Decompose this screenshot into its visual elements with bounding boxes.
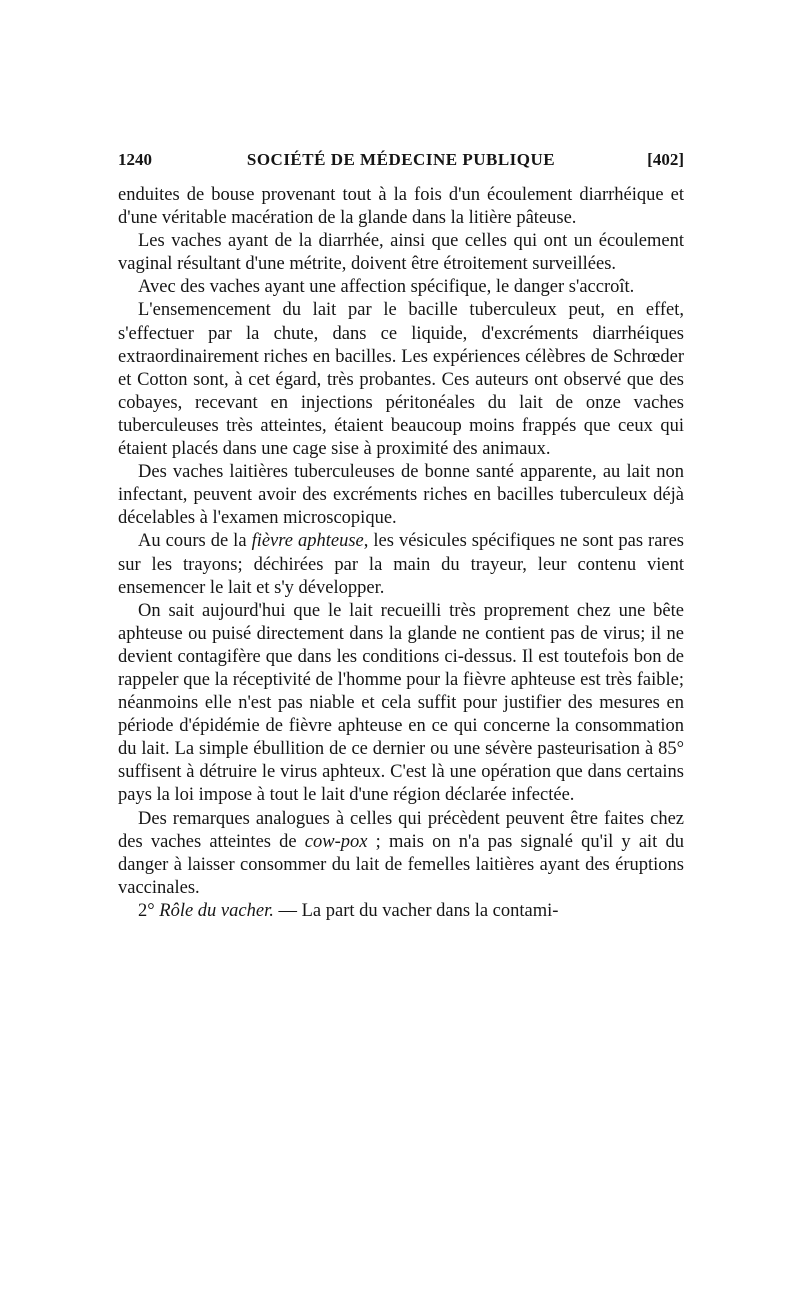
paragraph: Des vaches laitières tuberculeuses de bonne santé apparente, au lait non infectant, peuvent avoir des excréments riches en bacilles tuberculeux déjà décelables à l'examen microscopique.: [118, 462, 684, 529]
paragraph-text: Au cours de la: [138, 531, 252, 552]
paragraph: [118, 808, 684, 900]
paragraph-text: — La part du vacher dans la contami-: [273, 900, 559, 921]
paragraph-text: , les vésicules spécifiques ne sont pas rares sur les trayons; déchirées par la main du trayeur, leur contenu vient ensemencer le lait et s'y développer.: [118, 531, 684, 598]
paragraph: enduites de bouse provenant tout à la fois d'un écoulement diarrhéique et d'une véritable macération de la glande dans la litière pâteuse.: [118, 185, 684, 229]
paragraph-text: Des remarques analogues à celles qui précèdent peuvent être faites chez des vaches atteintes de: [118, 808, 684, 852]
italic-term: fièvre aphteuse: [251, 531, 364, 552]
body-text: [118, 184, 684, 923]
paragraph: L'ensemencement du lait par le bacille tuberculeux peut, en effet, s'effectuer par la chute, dans ce liquide, d'excréments diarrhéiques extraordinairement riches en bacilles. Les expériences célèbres de Schrœder et Cotton sont, à cet égard, très probantes. Ces auteurs ont observé que des cobayes, recevant en injections péritonéales du lait de onze vaches tuberculeuses très atteintes, étaient beaucoup moins frappés que ceux qui étaient placés dans une cage sise à proximité des animaux.: [118, 300, 684, 460]
paragraph: [118, 900, 684, 923]
italic-term: cow-pox: [304, 831, 368, 852]
running-header: [118, 150, 684, 174]
page-number-left: 1240: [118, 150, 152, 169]
paragraph: Les vaches ayant de la diarrhée, ainsi que celles qui ont un écoulement vaginal résultant d'une métrite, doivent être étroitement surveillées.: [118, 231, 684, 275]
paragraph: Avec des vaches ayant une affection spécifique, le danger s'accroît.: [138, 277, 635, 298]
section-number: 2°: [138, 900, 160, 921]
paragraph-text: ; mais on n'a pas signalé qu'il y ait du danger à laisser consommer du lait de femelles laitières ayant des éruptions vaccinales.: [118, 831, 684, 898]
page-number-right: [402]: [647, 150, 684, 169]
running-title: SOCIÉTÉ DE MÉDECINE PUBLIQUE: [246, 150, 556, 169]
paragraph: On sait aujourd'hui que le lait recueilli très proprement chez une bête aphteuse ou puisé directement dans la glande ne contient pas de virus; il ne devient contagifère que dans les conditions ci-dessus. Il est toutefois bon de rappeler que la réceptivité de l'homme pour la fièvre aphteuse est très faible; néanmoins elle n'est pas niable et cela suffit pour justifier des mesures en période d'épidémie de fièvre aphteuse en ce qui concerne la consommation du lait. La simple ébullition de ce dernier ou une sévère pasteurisation à 85° suffisent à détruire le virus aphteux. C'est là une opération que dans certains pays la loi impose à tout le lait d'une région déclarée infectée.: [118, 600, 684, 806]
section-heading: Rôle du vacher.: [159, 900, 274, 921]
paragraph: [118, 530, 684, 599]
